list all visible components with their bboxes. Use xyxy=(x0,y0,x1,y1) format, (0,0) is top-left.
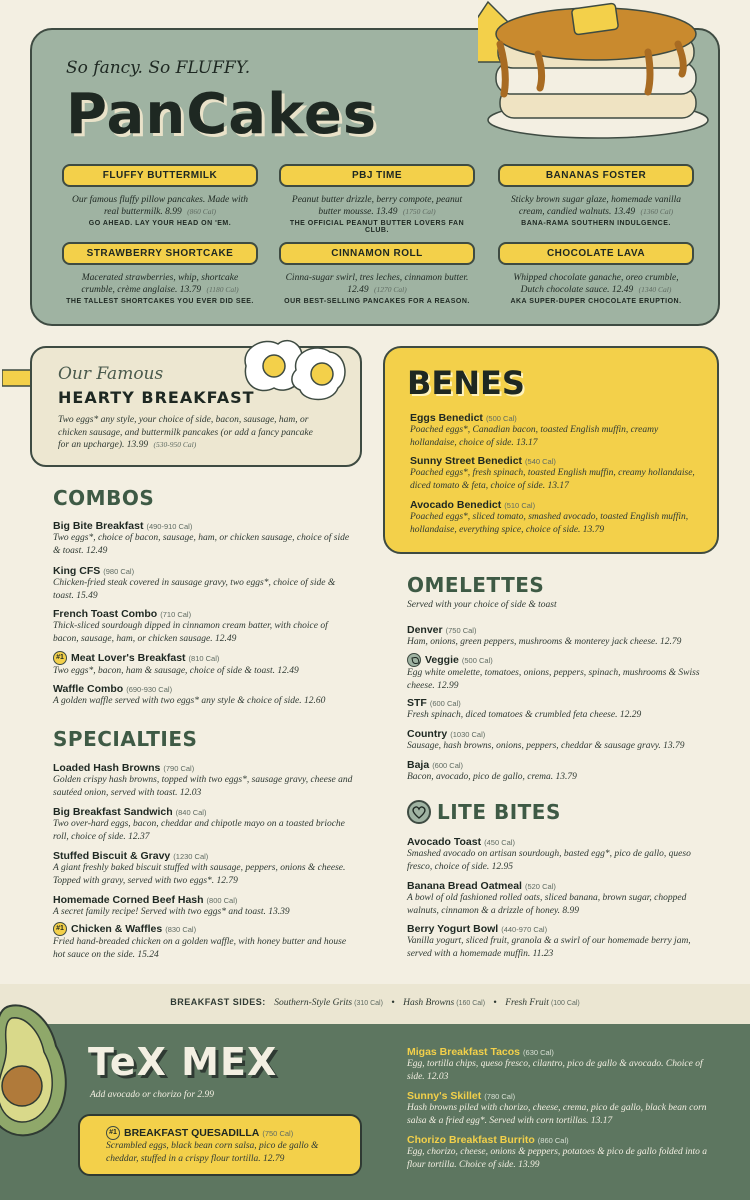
specialty-item[interactable]: Stuffed Biscuit & Gravy (1230 Cal) A giant freshly baked biscuit stuffed with sausage, peppers, onions & cheese. Topped with gravy, served with two eggs*. 12.79 xyxy=(53,850,346,886)
benes-item[interactable]: Avocado Benedict (510 Cal) Poached eggs*, sliced tomato, smashed avocado, toasted English muffin, hollandaise, everything spice, choice of side. 13.79 xyxy=(410,499,689,535)
omelette-item[interactable]: STF (600 Cal) Fresh spinach, diced tomatoes & crumbled feta cheese. 12.29 xyxy=(407,697,642,720)
hearty-title: HEARTY BREAKFAST xyxy=(58,388,255,407)
pancakes-tagline: So fancy. So FLUFFY. xyxy=(66,58,251,78)
pancake-item[interactable] xyxy=(498,164,694,227)
pancake-desc: Sticky brown sugar glaze, homemade vanilla cream, candied walnuts. 13.49 (1360 Cal) xyxy=(510,195,682,217)
specialty-item[interactable]: Big Breakfast Sandwich (840 Cal) Two over-hard eggs, bacon, cheddar and chipotle mayo on a toasted brioche roll, choice of side. 12.37 xyxy=(53,806,345,842)
omelette-item[interactable]: Veggie (500 Cal) Egg white omelette, tomatoes, onions, peppers, spinach, mushrooms & Swiss cheese. 12.99 xyxy=(407,653,700,691)
number-one-badge: #1 xyxy=(53,922,67,936)
heart-icon xyxy=(407,800,431,824)
tex-mex-item[interactable]: Migas Breakfast Tacos (630 Cal) Egg, tortilla chips, queso fresco, cilantro, pico de gallo & avocado. Choice of side. 12.03 xyxy=(407,1046,703,1082)
specialty-item[interactable]: Loaded Hash Browns (790 Cal) Golden crispy hash browns, topped with two eggs*, sausage gravy, cheese and sautéed onion, served with toast. 12.03 xyxy=(53,762,353,798)
combo-item[interactable]: Waffle Combo (690-930 Cal) A golden waffle served with two eggs* any style & choice of side. 12.60 xyxy=(53,683,326,706)
omelette-item[interactable]: Country (1030 Cal) Sausage, hash browns, onions, peppers, cheddar & sausage gravy. 13.79 xyxy=(407,728,685,751)
lite-bite-item[interactable]: Banana Bread Oatmeal (520 Cal) A bowl of old fashioned rolled oats, sliced banana, brown sugar, chopped walnuts, cinnamon & a drizzle of honey. 8.99 xyxy=(407,880,687,916)
pancake-tagline: THE OFFICIAL PEANUT BUTTER LOVERS FAN CLUB. xyxy=(289,220,465,234)
separator: • xyxy=(493,997,497,1007)
separator: • xyxy=(391,997,395,1007)
combo-item[interactable]: French Toast Combo (710 Cal) Thick-sliced sourdough dipped in cinnamon cream batter, with choice of bacon, sausage, ham, or chicken sausage. 12.49 xyxy=(53,608,328,644)
pancake-item[interactable] xyxy=(62,242,258,305)
pancake-desc: Whipped chocolate ganache, oreo crumble, Dutch chocolate sauce. 12.49 (1340 Cal) xyxy=(513,273,679,295)
omelettes-title: OMELETTES xyxy=(407,573,545,597)
pancake-stack-icon xyxy=(478,0,718,142)
specialty-item[interactable]: #1 Chicken & Waffles (830 Cal) Fried hand-breaded chicken on a golden waffle, with honey butter and house hot sauce on the side. 15.24 xyxy=(53,922,347,960)
pancake-name: BANANAS FOSTER xyxy=(498,164,694,187)
combo-item[interactable]: Big Bite Breakfast (490-910 Cal) Two eggs*, choice of bacon, sausage, ham, or chicken sausage, choice of side & toast. 12.49 xyxy=(53,520,350,556)
benes-item[interactable]: Sunny Street Benedict (540 Cal) Poached eggs*, fresh spinach, toasted English muffin, creamy hollandaise, diced tomato & feta, choice of side. 13.17 xyxy=(410,455,695,491)
specialty-item[interactable]: Homemade Corned Beef Hash (800 Cal) A secret family recipe! Served with two eggs* and toast. 13.39 xyxy=(53,894,290,917)
number-one-badge: #1 xyxy=(106,1126,120,1140)
lite-bites-title: LITE BITES xyxy=(437,800,561,824)
leaf-icon xyxy=(407,653,421,667)
pancake-tagline: AKA SUPER-DUPER CHOCOLATE ERUPTION. xyxy=(510,298,682,305)
combo-item[interactable]: King CFS (980 Cal) Chicken-fried steak covered in sausage gravy, two eggs*, choice of side & toast. 15.49 xyxy=(53,565,336,601)
pancake-name: STRAWBERRY SHORTCAKE xyxy=(62,242,258,265)
pancake-name: CHOCOLATE LAVA xyxy=(498,242,694,265)
pancake-item[interactable] xyxy=(279,242,475,305)
pancake-desc: Our famous fluffy pillow pancakes. Made with real buttermilk. 8.99 (860 Cal) xyxy=(71,195,248,217)
pancake-tagline: BANA-RAMA SOUTHERN INDULGENCE. xyxy=(521,220,671,227)
pancake-desc: Peanut butter drizzle, berry compote, peanut butter mousse. 13.49 (1750 Cal) xyxy=(291,195,463,217)
lite-bite-item[interactable]: Avocado Toast (450 Cal) Smashed avocado on artisan sourdough, basted egg*, pico de gallo, queso fresco, choice of side. 12.95 xyxy=(407,836,691,872)
breakfast-sides-bar xyxy=(0,984,750,1024)
sides-label: BREAKFAST SIDES: xyxy=(170,997,266,1007)
benes-title: BENES xyxy=(407,364,525,402)
pancakes-title: PanCakes xyxy=(66,82,378,147)
benes-item[interactable]: Eggs Benedict (500 Cal) Poached eggs*, Canadian bacon, toasted English muffin, creamy hollandaise, choice of side. 13.17 xyxy=(410,412,659,448)
pancake-name: FLUFFY BUTTERMILK xyxy=(62,164,258,187)
omelettes-subtitle: Served with your choice of side & toast xyxy=(407,600,557,610)
side-item[interactable]: Hash Browns xyxy=(403,998,455,1008)
tex-mex-item[interactable]: Chorizo Breakfast Burrito (860 Cal) Egg, chorizo, cheese, onions & peppers, potatoes & pico de gallo folded into a flour tortilla. Choice of side. 13.99 xyxy=(407,1134,708,1170)
combos-title: COMBOS xyxy=(53,486,155,510)
specialties-title: SPECIALTIES xyxy=(53,727,198,751)
tex-mex-item[interactable]: Sunny's Skillet (780 Cal) Hash browns piled with chorizo, cheese, crema, pico de gallo, black bean corn salsa & a fried egg*. Served with corn tortillas. 13.17 xyxy=(407,1090,707,1126)
pancake-item[interactable] xyxy=(279,164,475,234)
omelette-item[interactable]: Baja (600 Cal) Bacon, avocado, pico de gallo, crema. 13.79 xyxy=(407,759,577,782)
number-one-badge: #1 xyxy=(53,651,67,665)
quesadilla-entry: #1 BREAKFAST QUESADILLA (750 Cal) Scrambled eggs, black bean corn salsa, pico de gallo & cheddar, stuffed in a crispy flour tortilla. 12.79 xyxy=(106,1126,319,1164)
pancake-tagline: THE TALLEST SHORTCAKES YOU EVER DID SEE. xyxy=(66,298,254,305)
combo-item[interactable]: #1 Meat Lover's Breakfast (810 Cal) Two eggs*, bacon, ham & sausage, choice of side & toast. 12.49 xyxy=(53,651,299,676)
side-item[interactable]: Fresh Fruit xyxy=(505,998,549,1008)
tex-mex-subtitle: Add avocado or chorizo for 2.99 xyxy=(90,1090,215,1100)
hearty-desc: Two eggs* any style, your choice of side, bacon, sausage, ham, or chicken sausage, and buttermilk pancakes (or add a fancy pancake for an upcharge). 13.99 (530-950 Cal) xyxy=(58,415,313,450)
pancake-item[interactable] xyxy=(498,242,694,305)
pancake-item[interactable] xyxy=(62,164,258,227)
avocado-icon xyxy=(0,1000,80,1140)
pancake-tagline: OUR BEST-SELLING PANCAKES FOR A REASON. xyxy=(284,298,470,305)
breakfast-quesadilla-card[interactable] xyxy=(78,1114,362,1176)
sides-list: BREAKFAST SIDES: Southern-Style Grits (310 Cal) • Hash Browns (160 Cal) • Fresh Fruit (100 Cal) xyxy=(170,997,580,1008)
pancake-tagline: GO AHEAD. LAY YOUR HEAD ON 'EM. xyxy=(88,220,232,227)
lite-bite-item[interactable]: Berry Yogurt Bowl (440-970 Cal) Vanilla yogurt, sliced fruit, granola & a swirl of our homemade berry jam, served with a homemade muffin. 11.23 xyxy=(407,923,691,959)
pancake-name: PBJ TIME xyxy=(279,164,475,187)
fried-eggs-icon xyxy=(238,330,350,406)
pancake-desc: Macerated strawberries, whip, shortcake crumble, crème anglaise. 13.79 (1180 Cal) xyxy=(81,273,239,295)
pancake-desc: Cinna-sugar swirl, tres leches, cinnamon butter. 12.49 (1270 Cal) xyxy=(285,273,469,295)
tex-mex-title: TeX MEX xyxy=(88,1040,278,1084)
omelette-item[interactable]: Denver (750 Cal) Ham, onions, green peppers, mushrooms & monterey jack cheese. 12.79 xyxy=(407,624,682,647)
pancake-name: CINNAMON ROLL xyxy=(279,242,475,265)
benes-panel xyxy=(383,346,719,554)
side-item[interactable]: Southern-Style Grits xyxy=(274,998,353,1008)
hearty-our-famous: Our Famous xyxy=(58,364,164,384)
